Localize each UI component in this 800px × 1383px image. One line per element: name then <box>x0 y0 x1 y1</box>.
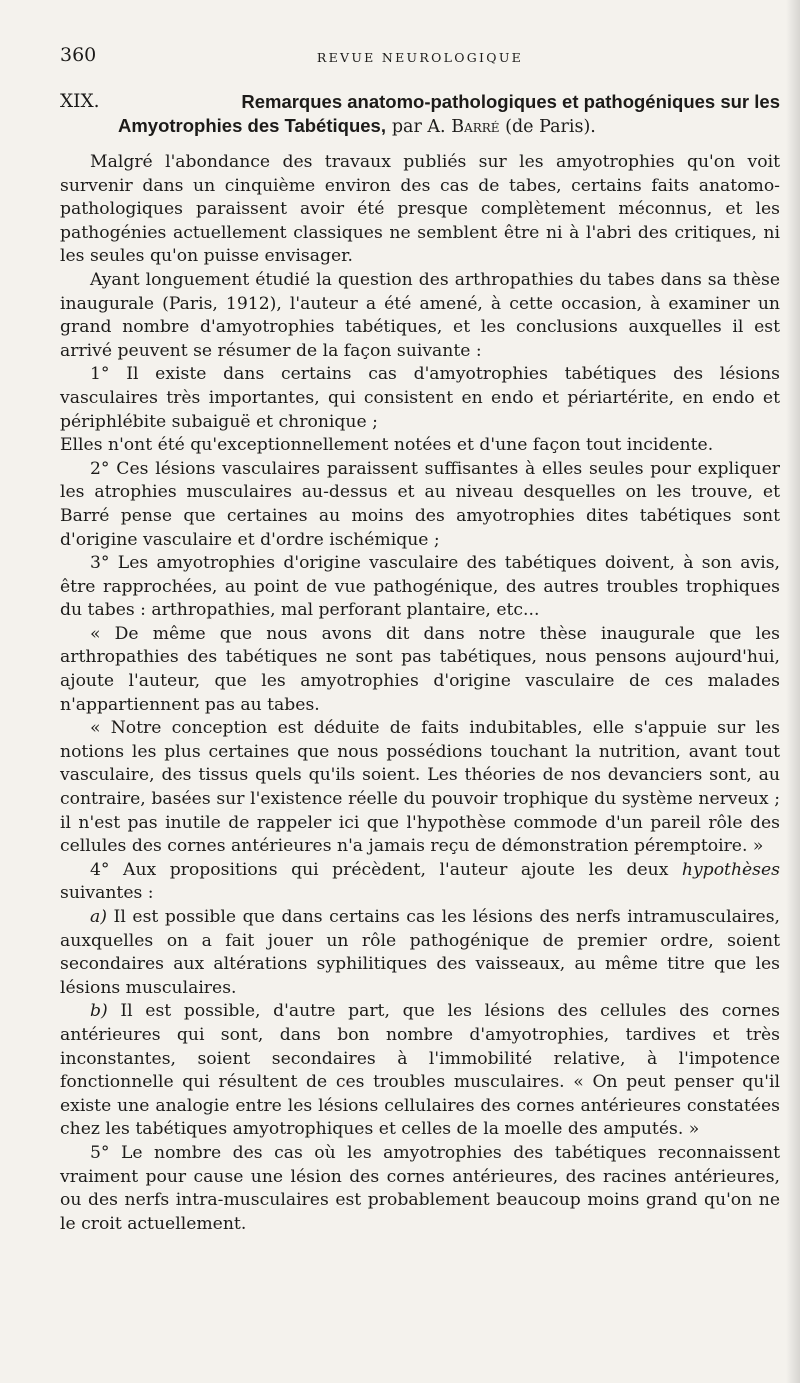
author-place: (de Paris). <box>505 117 596 137</box>
paragraph: 3° Les amyotrophies d'origine vasculaire des tabétiques doivent, à son avis, être rapprochées, au point de vue pathogénique, des autres troubles trophiques du tabes : arthropathies, mal perforant plantaire, etc... <box>60 553 780 621</box>
title-text-2: Amyotrophies des Tabétiques, <box>118 115 386 136</box>
paragraph <box>60 1000 780 1142</box>
paragraph-text: suivantes : <box>60 883 154 904</box>
page-number: 360 <box>60 44 97 66</box>
paragraph: 2° Ces lésions vasculaires paraissent suffisantes à elles seules pour expliquer les atrophies musculaires au-dessus et au niveau desquelles on les trouve, et Barré pense que certaines au moins des amyotrophies dites tabétiques sont d'origine vasculaire et d'ordre ischémique ; <box>60 458 780 550</box>
paragraph: 5° Le nombre des cas où les amyotrophies des tabétiques reconnaissent vraiment pour cause une lésion des cornes antérieures, des racines antérieures, ou des nerfs intra-musculaires est probablement beaucoup moins grand qu'on ne le croit actuellement. <box>60 1142 780 1234</box>
title-line-2 <box>60 114 780 139</box>
paragraph <box>60 859 780 906</box>
section-number: XIX. <box>60 91 100 112</box>
author-name: Barré <box>451 117 500 137</box>
article-title <box>60 90 780 139</box>
paragraph-text: Il est possible que dans certains cas les lésions des nerfs intramusculaires, auxquelles on a fait jouer un rôle pathogénique de premier ordre, soient secondaires aux altérations syphilitiques des vaisseaux, au même titre que les lésions musculaires. <box>60 907 780 998</box>
italic-term: hypothèses <box>681 859 780 880</box>
journal-page <box>60 44 780 1236</box>
article-body <box>60 151 780 1236</box>
journal-title: REVUE NEUROLOGIQUE <box>316 50 524 65</box>
paragraph: « Notre conception est déduite de faits indubitables, elle s'appuie sur les notions les plus certaines que nous possédions touchant la nutrition, avant tout vasculaire, des tissus quels qu'ils soient. Les théories de nos devanciers sont, au contraire, basées sur l'existence réelle du pouvoir trophique du système nerveux ; il n'est pas inutile de rappeler ici que l'hypothèse commode d'un pareil rôle des cellules des cornes antérieures n'a jamais reçu de démonstration péremptoire. » <box>60 718 780 857</box>
paragraph: Malgré l'abondance des travaux publiés sur les amyotrophies qu'on voit survenir dans un cinquième environ des cas de tabes, certains faits anatomo-pathologiques paraissent avoir été presque complètement méconnus, et les pathogénies actuellement classiques ne semblent être ni à l'abri des critiques, ni les seules qu'on puisse envisager. <box>60 152 780 267</box>
title-text-1: Remarques anatomo-pathologiques et pathogéniques sur les <box>241 91 780 112</box>
paragraph: 1° Il existe dans certains cas d'amyotrophies tabétiques des lésions vasculaires très importantes, qui consistent en endo et périartérite, en endo et périphlébite subaiguë et chronique ; <box>60 364 780 432</box>
byline-prefix: par A. <box>391 117 446 137</box>
page-edge-shadow <box>786 0 800 1383</box>
paragraph: « De même que nous avons dit dans notre thèse inaugurale que les arthropathies des tabétiques ne sont pas tabétiques, nous pensons aujourd'hui, ajoute l'auteur, que les amyotrophies d'origine vasculaire de ces malades n'appartiennent pas au tabes. <box>60 623 780 715</box>
paragraph: Elles n'ont été qu'exceptionnellement notées et d'une façon tout incidente. <box>60 435 714 456</box>
list-label: a) <box>90 907 107 927</box>
title-line-1 <box>60 90 780 114</box>
paragraph-text: 4° Aux propositions qui précèdent, l'auteur ajoute les deux <box>90 859 682 880</box>
paragraph-text: Il est possible, d'autre part, que les lésions des cellules des cornes antérieures qui sont, dans bon nombre d'amyotrophies, tardives et très inconstantes, soient secondaires à l'immobilité relative, à l'impotence fonctionnelle qui résultent de ces troubles musculaires. « On peut penser qu'il existe une analogie entre les lésions cellulaires des cornes antérieures constatées chez les tabétiques amyotrophiques et celles de la moelle des amputés. » <box>60 1001 780 1140</box>
byline <box>392 117 596 137</box>
paragraph <box>60 906 780 1000</box>
paragraph: Ayant longuement étudié la question des arthropathies du tabes dans sa thèse inaugurale (Paris, 1912), l'auteur a été amené, à cette occasion, à examiner un grand nombre d'amyotrophies tabétiques, et les conclusions auxquelles il est arrivé peuvent se résumer de la façon suivante : <box>60 269 780 361</box>
running-head <box>60 44 780 68</box>
list-label: b) <box>90 1001 108 1022</box>
